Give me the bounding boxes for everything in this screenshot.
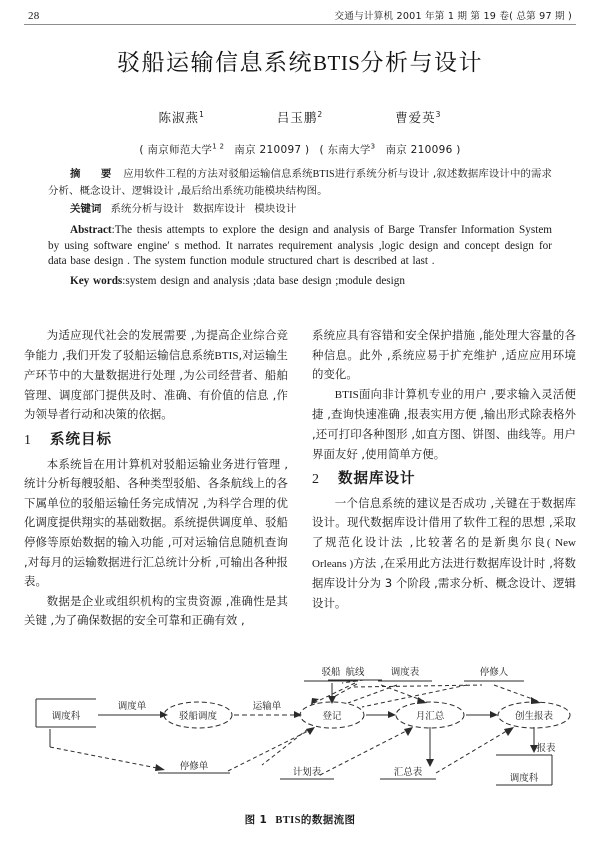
section-title: 系统目标: [50, 431, 112, 448]
keyword-cn-item: 数据库设计: [192, 203, 246, 215]
paragraph: [24, 455, 288, 592]
author-list: [0, 108, 600, 126]
figure-caption: [0, 812, 600, 827]
author: [159, 108, 205, 126]
header-rule: [24, 24, 576, 25]
label-store-diaodubiao: 调度表: [390, 667, 420, 678]
affiliation-1-name: ( 南京师范大学: [139, 144, 213, 156]
keywords-en-label: Key words: [70, 274, 123, 287]
section-title: 数据库设计: [338, 471, 416, 488]
figure-caption-latin: BTIS: [275, 815, 301, 826]
affiliation-1-marker: 1 2: [212, 142, 225, 151]
journal-citation: 交通与计算机 2001 年第 1 期 第 19 卷( 总第 97 期 ): [334, 11, 572, 22]
affiliation-2-name: ( 东南大学: [319, 144, 371, 156]
paragraph-text-cont: 方法 ,在采用此方法进行数据库设计时 ,将数据库设计分为 3 个阶段 ,需求分析、概念设计、逻辑设计。: [312, 555, 576, 610]
section-heading-1: [24, 431, 288, 451]
title-cn-pre: 驳船运输信息系统: [116, 50, 313, 76]
section-number: 2: [312, 472, 320, 488]
paragraph-text-cont: 面向非计算机专业的用户 ,要求输入灵活便捷 ,查询快速准确 ,报表实用方便 ,输出形式除表格外 ,还可打印各种图形 ,如直方图、饼图、曲线等。用户界面友好 ,使用简单方便。: [312, 386, 576, 461]
abstract-en: [48, 223, 552, 270]
paragraph: [24, 326, 288, 425]
label-flow-yunshudan: 运输单: [252, 701, 282, 712]
label-external-bottom: 调度科: [509, 773, 539, 784]
abstract-cn-label: 摘 要: [70, 168, 117, 180]
paragraph-text-cont: ,对运输生产环节中的大量数据进行处理 ,为公司经营者、船舶管理、调度部门提供及时、准确、有价值的信息 ,作为领导者行动和决策的依据。: [24, 347, 288, 422]
paragraph-latin: BTIS: [214, 349, 239, 362]
label-store-tingxiudan: 停修单: [179, 761, 209, 772]
keywords-en: [48, 274, 552, 290]
paragraph: [312, 326, 576, 385]
paragraph-latin: BTIS: [334, 388, 359, 401]
figure-dataflow-diagram: [12, 655, 588, 835]
abstract-cn: [48, 166, 552, 200]
figure-caption-number: 图 1: [244, 814, 268, 826]
label-store-tingxiuren: 停修人: [479, 667, 509, 678]
label-process-2: 登记: [322, 711, 342, 722]
label-store-hangxian: 航线: [345, 667, 365, 678]
paragraph-text: 数据是企业或组织机构的宝贵资源 ,准确性是其关键 ,为了确保数据的安全可靠和正确有效 ,: [24, 593, 288, 628]
author-name: 陈淑燕: [158, 110, 200, 125]
author: [277, 108, 323, 126]
page-number: 28: [28, 10, 40, 22]
paragraph-text: 系统应具有容错和安全保护措施 ,能处理大容量的各种信息。此外 ,系统应易于扩充维护 ,适应应用环境的变化。: [312, 328, 576, 382]
label-store-jihuabiao: 计划表: [292, 767, 322, 778]
paragraph-text: 为适应现代社会的发展需要 ,为提高企业综合竞争能力 ,我们开发了驳船运输信息系统: [24, 328, 288, 362]
section-number: 1: [24, 432, 32, 448]
abstract-block: [48, 166, 552, 289]
paragraph-text: 本系统旨在用计算机对驳船运输业务进行管理 ,统计分析每艘驳船、各种类型驳船、各条航线上的各下属单位的驳船运输任务完成情况 ,为科学合理的优化调度提供翔实的基础数据。系统提供调度单、驳船停修等原始数据的输入功能 ,可对运输信息随机查询 ,对每月的运输数据进行汇总统计分析 ,可输出各种报表。: [24, 456, 288, 589]
paragraph-text: 一个信息系统的建议是否成功 ,关键在于数据库设计。现代数据库设计借用了软件工程的思想 ,采取了规范化设计法 ,比较著名的是新奥尔良: [312, 495, 576, 549]
affiliation-2-marker: 3: [370, 142, 376, 151]
label-flow-diaodudan: 调度单: [117, 701, 147, 712]
author-affil-marker: 1: [199, 109, 205, 119]
author-name: 曹爱英: [395, 110, 436, 125]
section-heading-2: [312, 470, 576, 490]
label-process-3: 月汇总: [415, 711, 445, 722]
affiliation-2-city: 南京 210096 ): [385, 144, 461, 156]
author: [395, 108, 441, 126]
label-store-huizongbiao: 汇总表: [393, 767, 423, 778]
column-left: [24, 326, 288, 656]
paragraph: [24, 592, 288, 631]
label-store-baobiao: 报表: [536, 743, 556, 754]
keyword-cn-item: 系统分析与设计: [110, 203, 184, 215]
keywords-en-text: :system design and analysis ;data base design ;module design: [122, 274, 405, 287]
affiliation-1-city: 南京 210097 ): [234, 144, 310, 156]
keyword-cn-item: 模块设计: [254, 203, 297, 215]
keywords-cn-label: 关键词: [70, 203, 102, 215]
label-store-bochuan: 驳船: [321, 667, 341, 678]
title-cn-post: 分析与设计: [360, 50, 483, 76]
paragraph-latin: ( New Orleans ): [312, 536, 576, 570]
abstract-cn-text-2: 进行系统分析与设计 ,叙述数据库设计中的需求分析、概念设计、逻辑设计 ,最后给出系统功能模块结构图。: [48, 168, 552, 197]
page-title: [0, 44, 600, 77]
abstract-en-label: Abstract: [70, 224, 112, 236]
keywords-cn: [48, 201, 552, 218]
figure-caption-text: 的数据流图: [300, 814, 356, 826]
label-process-4: 创生报表: [514, 711, 554, 722]
author-affil-marker: 2: [317, 109, 324, 119]
paragraph: [312, 385, 576, 464]
title-latin: BTIS: [312, 51, 361, 75]
article-body: [24, 326, 576, 656]
author-affil-marker: 3: [435, 109, 442, 119]
abstract-cn-text-1: 应用软件工程的方法对驳船运输信息系统: [123, 168, 313, 180]
label-external-left: 调度科: [51, 711, 81, 722]
abstract-en-text: :The thesis attempts to explore the design and analysis of Barge Transfer Information System by using software engine′ s method. It narrates requirement analysis ,logic design and concept design for data base design . The system function module structured chart is described at last .: [48, 224, 552, 268]
affiliation-line: [0, 142, 600, 157]
paragraph: [312, 494, 576, 614]
running-head: [28, 8, 572, 24]
column-right: [312, 326, 576, 656]
label-process-1: 驳船调度: [178, 711, 218, 722]
author-name: 吕玉鹏: [276, 110, 318, 125]
abstract-cn-latin: BTIS: [312, 169, 335, 180]
